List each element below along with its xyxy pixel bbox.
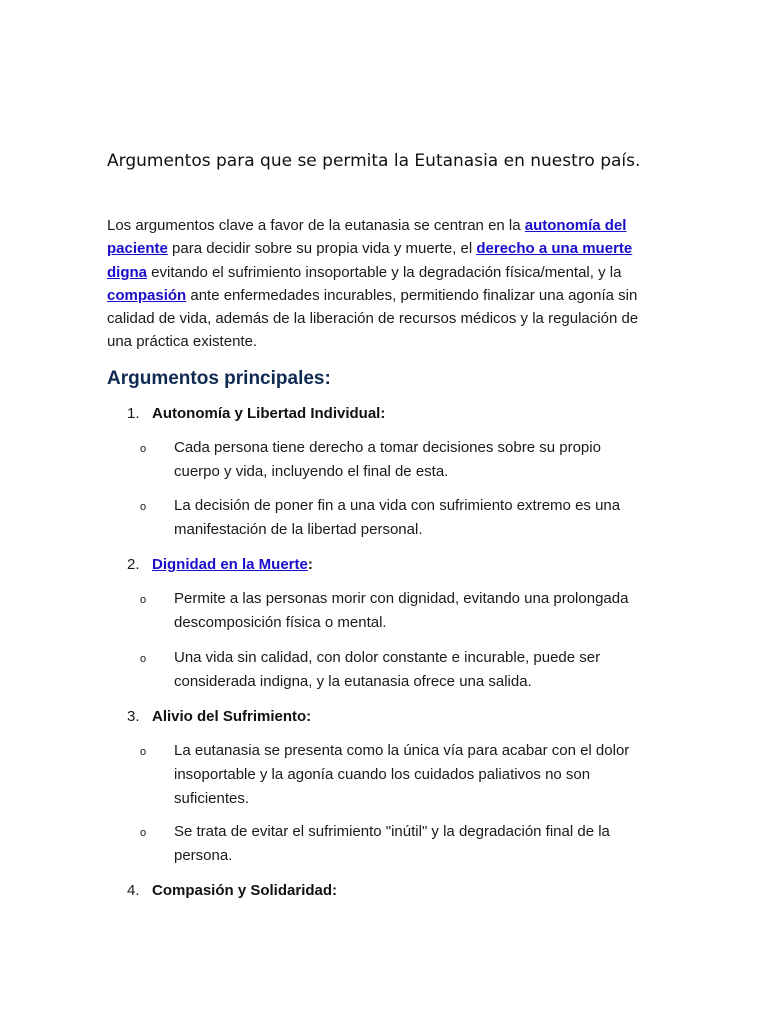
sub-point [140, 646, 644, 694]
sub-point-text: La decisión de poner fin a una vida con sufrimiento extremo es una manifestación de la libertad personal. [174, 497, 621, 538]
bullet-icon: o [140, 653, 147, 665]
list-item-number: 1. [127, 405, 140, 422]
intro-text-4: ante enfermedades incurables, permitiendo finalizar una agonía sin calidad de vida, además de la liberación de recursos médicos y la regulación de una práctica existente. [107, 286, 639, 351]
sub-point [140, 494, 644, 542]
dignidad-muerte-link[interactable]: Dignidad en la Muerte [152, 556, 308, 573]
sub-point [140, 820, 644, 868]
muerte-digna-link[interactable]: derecho a una muerte digna [107, 240, 633, 281]
bullet-icon: o [140, 594, 147, 606]
list-item-number: 3. [127, 708, 140, 725]
intro-text-2: para decidir sobre su propia vida y muerte, el [167, 240, 477, 258]
document-title: Argumentos para que se permita la Eutanasia en nuestro país. [107, 151, 641, 171]
intro-text-3: evitando el sufrimiento insoportable y la degradación física/mental, y la [147, 263, 622, 281]
list-item-number: 4. [127, 882, 140, 899]
sub-point-text: Cada persona tiene derecho a tomar decisiones sobre su propio cuerpo y vida, incluyendo el final de esta. [174, 439, 601, 480]
list-item-title [152, 554, 313, 576]
list-item-title: Alivio del Sufrimiento: [152, 708, 312, 725]
sub-point-text: Permite a las personas morir con dignidad, evitando una prolongada descomposición física o mental. [174, 590, 629, 631]
section-heading: Argumentos principales: [107, 368, 331, 389]
bullet-icon: o [140, 827, 147, 839]
list-item-title: Compasión y Solidaridad: [152, 882, 338, 899]
sub-point-text: La eutanasia se presenta como la única vía para acabar con el dolor insoportable y la agonía cuando los cuidados paliativos no son suficientes. [174, 742, 630, 807]
sub-point-text: Una vida sin calidad, con dolor constante e incurable, puede ser considerada indigna, y la eutanasia ofrece una salida. [174, 649, 601, 690]
title-suffix: : [307, 556, 313, 573]
sub-point [140, 739, 644, 811]
bullet-icon: o [140, 443, 147, 455]
list-item-number: 2. [127, 556, 140, 573]
compasion-link[interactable]: compasión [107, 286, 187, 304]
intro-paragraph [107, 214, 667, 354]
bullet-icon: o [140, 501, 147, 513]
intro-text-1: Los argumentos clave a favor de la eutanasia se centran en la [107, 217, 525, 234]
sub-point-text: Se trata de evitar el sufrimiento "inútil" y la degradación final de la persona. [174, 823, 610, 864]
list-item-title: Autonomía y Libertad Individual: [152, 405, 386, 422]
sub-point [140, 436, 644, 484]
sub-point [140, 587, 644, 635]
autonomia-link[interactable]: autonomía del paciente [107, 217, 627, 258]
bullet-icon: o [140, 746, 147, 758]
